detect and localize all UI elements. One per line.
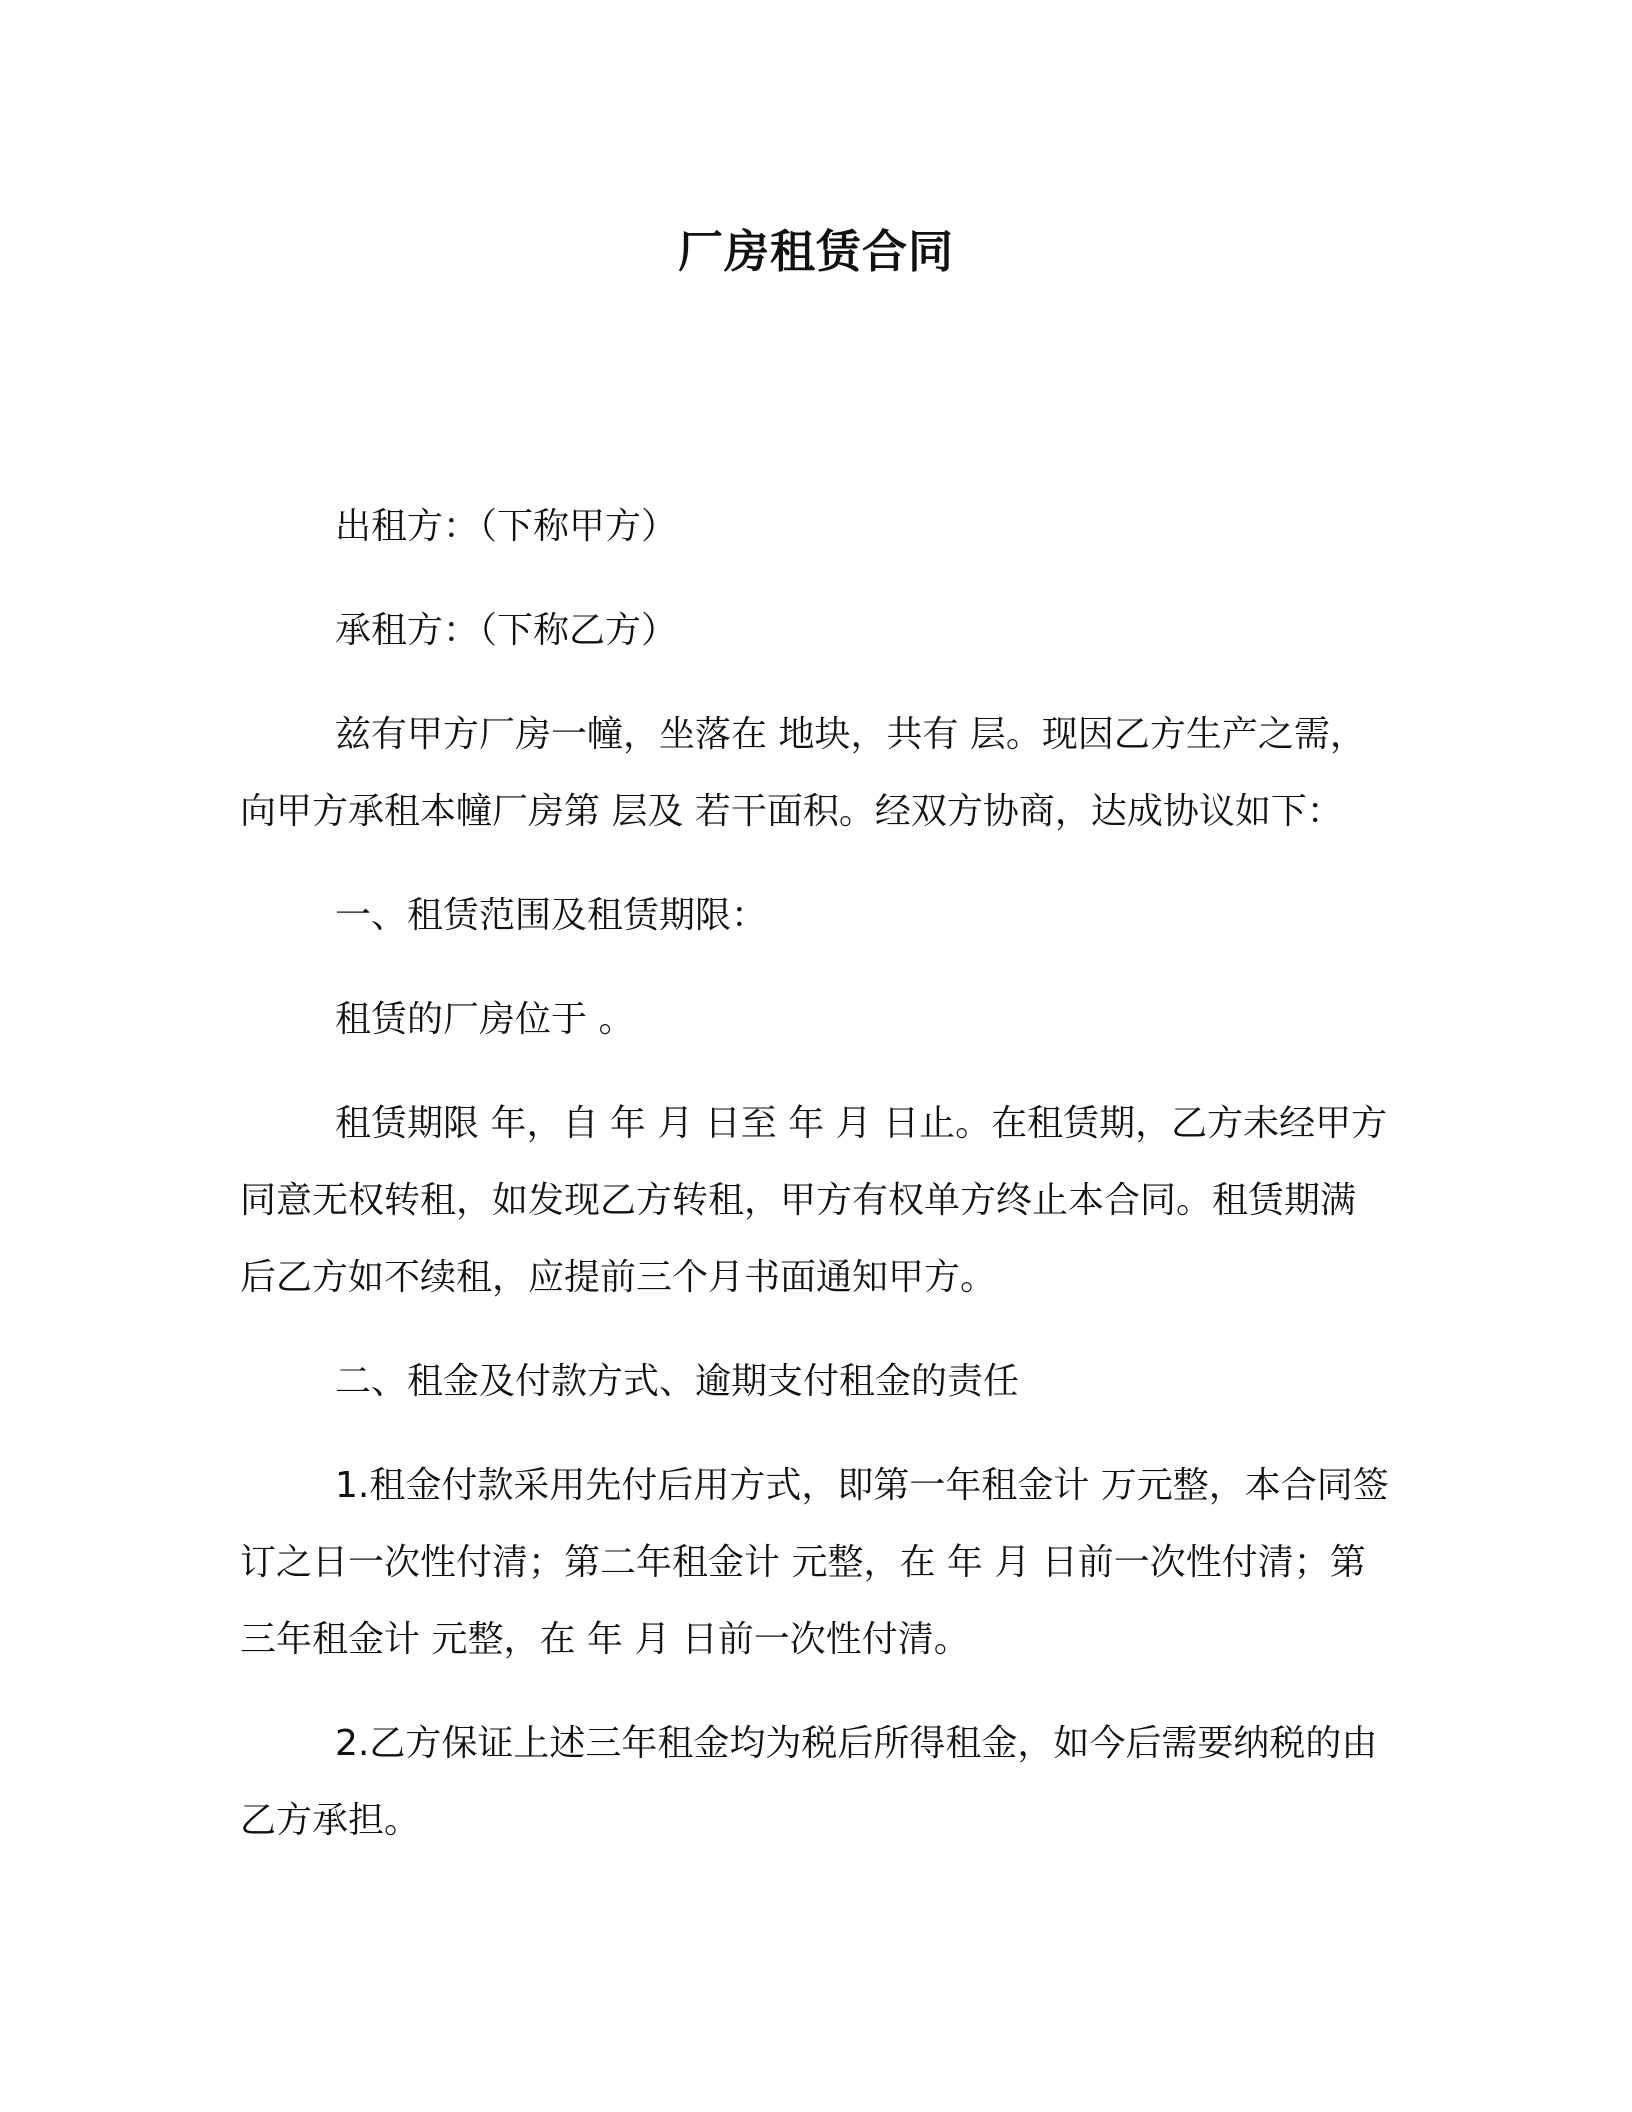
document-body <box>240 488 1390 1886</box>
paragraph-lease-term: 租赁期限 年，自 年 月 日至 年 月 日止。在租赁期，乙方未经甲方同意无权转租，如发现乙方转租，甲方有权单方终止本合同。租赁期满后乙方如不续租，应提前三个月书面通知甲方。 <box>240 1103 1388 1298</box>
paragraph-intro: 兹有甲方厂房一幢，坐落在 地块，共有 层。现因乙方生产之需，向甲方承租本幢厂房第 层及 若干面积。经双方协商，达成协议如下： <box>240 714 1366 832</box>
paragraph-lessee: 承租方：（下称乙方） <box>335 610 678 651</box>
document-title: 厂房租赁合同 <box>677 225 954 278</box>
section-heading-rent-payment: 二、租金及付款方式、逾期支付租金的责任 <box>335 1361 1020 1402</box>
paragraph-rent-clause-1: 1.租金付款采用先付后用方式，即第一年租金计 万元整，本合同签订之日一次性付清；第二年租金计 元整，在 年 月 日前一次性付清；第三年租金计 元整，在 年 月 日前一次性付清。 <box>240 1465 1389 1660</box>
paragraph-lessor: 出租方：（下称甲方） <box>335 506 678 547</box>
section-heading-scope-term: 一、租赁范围及租赁期限： <box>335 895 768 936</box>
paragraph-rent-clause-2: 2.乙方保证上述三年租金均为税后所得租金，如今后需要纳税的由乙方承担。 <box>240 1723 1378 1841</box>
paragraph-location: 租赁的厂房位于 。 <box>335 999 635 1040</box>
